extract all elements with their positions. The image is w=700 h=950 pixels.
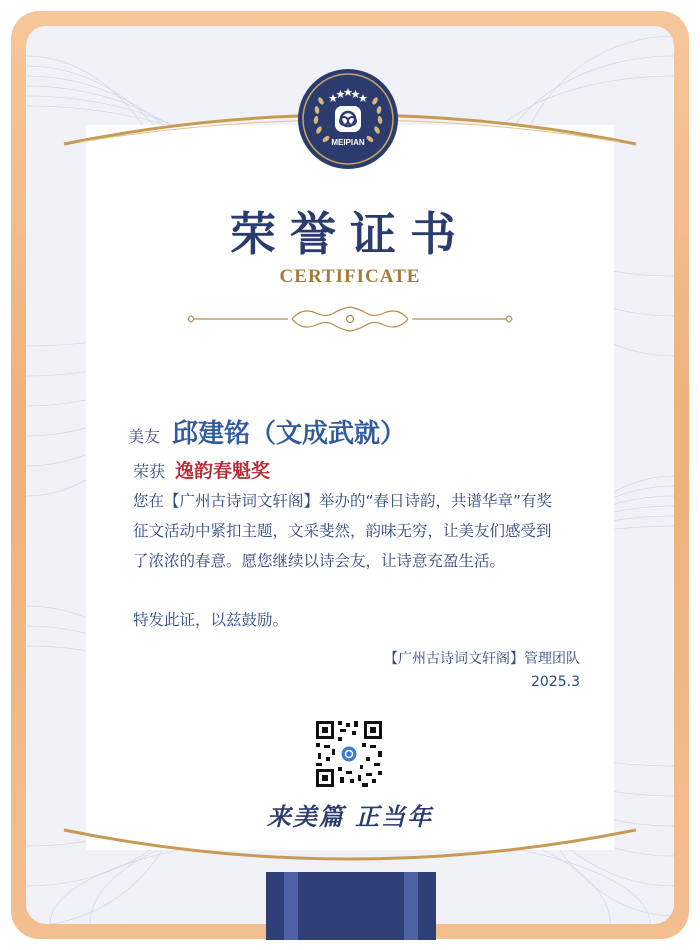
recipient-label: 美友 (128, 427, 161, 446)
award-row (133, 456, 270, 483)
issue-date: 2025.3 (531, 674, 580, 690)
award-label: 荣获 (133, 462, 166, 481)
closing-text: 特发此证，以兹鼓励。 (133, 611, 289, 629)
award-name: 逸韵春魁奖 (175, 460, 271, 482)
citation-text: 您在【广州古诗词文轩阁】举办的“春日诗韵，共谱华章”有奖征文活动中紧扣主题，文采斐然，韵味无穷，让美友们感受到了浓浓的春意。愿您继续以诗会友，让诗意充盈生活。 (133, 492, 553, 570)
recipient-row (128, 413, 406, 450)
brand-slogan: 来美篇 正当年 (266, 802, 434, 831)
qr-code-icon (314, 719, 384, 789)
issuer-name: 【广州古诗词文轩阁】管理团队 (384, 651, 580, 667)
certificate-title: 荣誉证书 (230, 207, 470, 261)
meipian-emblem-icon (297, 68, 399, 170)
svg-text:MEIPIAN: MEIPIAN (331, 138, 365, 147)
bottom-ribbon (266, 872, 436, 940)
divider-ornament-icon (180, 304, 520, 334)
certificate-subtitle: CERTIFICATE (279, 266, 421, 287)
recipient-name: 邱建铭（文成武就） (172, 419, 407, 449)
